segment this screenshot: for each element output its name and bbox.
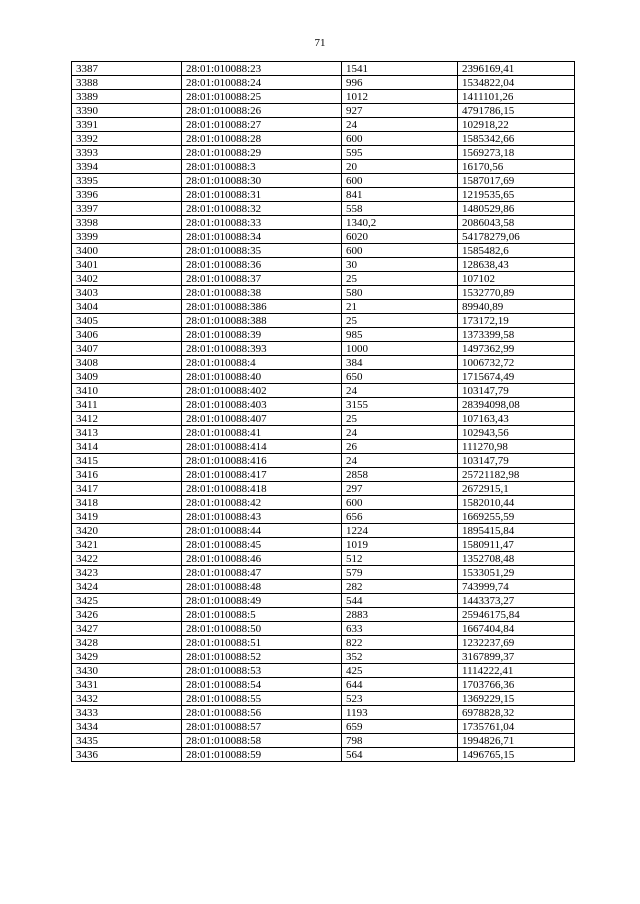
- row-number-cell: 3388: [72, 76, 182, 90]
- value-cell: 1994826,71: [458, 734, 575, 748]
- area-cell: 425: [342, 664, 458, 678]
- cadastral-number-cell: 28:01:010088:25: [182, 90, 342, 104]
- area-cell: 1193: [342, 706, 458, 720]
- table-row: [72, 216, 575, 230]
- area-cell: 644: [342, 678, 458, 692]
- cadastral-number-cell: 28:01:010088:51: [182, 636, 342, 650]
- cadastral-number-cell: 28:01:010088:47: [182, 566, 342, 580]
- table-row: [72, 468, 575, 482]
- cadastral-number-cell: 28:01:010088:43: [182, 510, 342, 524]
- value-cell: 1373399,58: [458, 328, 575, 342]
- cadastral-number-cell: 28:01:010088:54: [182, 678, 342, 692]
- table-row: [72, 188, 575, 202]
- area-cell: 600: [342, 132, 458, 146]
- row-number-cell: 3397: [72, 202, 182, 216]
- area-cell: 1019: [342, 538, 458, 552]
- table-row: [72, 160, 575, 174]
- area-cell: 6020: [342, 230, 458, 244]
- table-row: [72, 202, 575, 216]
- cadastral-number-cell: 28:01:010088:41: [182, 426, 342, 440]
- cadastral-number-cell: 28:01:010088:4: [182, 356, 342, 370]
- cadastral-number-cell: 28:01:010088:55: [182, 692, 342, 706]
- area-cell: 579: [342, 566, 458, 580]
- area-cell: 659: [342, 720, 458, 734]
- value-cell: 173172,19: [458, 314, 575, 328]
- cadastral-number-cell: 28:01:010088:36: [182, 258, 342, 272]
- cadastral-number-cell: 28:01:010088:46: [182, 552, 342, 566]
- value-cell: 1114222,41: [458, 664, 575, 678]
- row-number-cell: 3416: [72, 468, 182, 482]
- row-number-cell: 3434: [72, 720, 182, 734]
- cadastral-number-cell: 28:01:010088:38: [182, 286, 342, 300]
- value-cell: 89940,89: [458, 300, 575, 314]
- value-cell: 25946175,84: [458, 608, 575, 622]
- table-row: [72, 510, 575, 524]
- area-cell: 25: [342, 272, 458, 286]
- row-number-cell: 3398: [72, 216, 182, 230]
- table-row: [72, 748, 575, 762]
- row-number-cell: 3407: [72, 342, 182, 356]
- cadastral-number-cell: 28:01:010088:56: [182, 706, 342, 720]
- cadastral-number-cell: 28:01:010088:407: [182, 412, 342, 426]
- value-cell: 1585342,66: [458, 132, 575, 146]
- row-number-cell: 3391: [72, 118, 182, 132]
- area-cell: 297: [342, 482, 458, 496]
- table-row: [72, 538, 575, 552]
- area-cell: 600: [342, 174, 458, 188]
- area-cell: 595: [342, 146, 458, 160]
- area-cell: 25: [342, 314, 458, 328]
- cadastral-number-cell: 28:01:010088:53: [182, 664, 342, 678]
- area-cell: 1224: [342, 524, 458, 538]
- value-cell: 25721182,98: [458, 468, 575, 482]
- cadastral-number-cell: 28:01:010088:57: [182, 720, 342, 734]
- row-number-cell: 3423: [72, 566, 182, 580]
- row-number-cell: 3404: [72, 300, 182, 314]
- cadastral-number-cell: 28:01:010088:37: [182, 272, 342, 286]
- area-cell: 2883: [342, 608, 458, 622]
- row-number-cell: 3393: [72, 146, 182, 160]
- value-cell: 107102: [458, 272, 575, 286]
- value-cell: 28394098,08: [458, 398, 575, 412]
- area-cell: 24: [342, 118, 458, 132]
- row-number-cell: 3394: [72, 160, 182, 174]
- row-number-cell: 3389: [72, 90, 182, 104]
- area-cell: 633: [342, 622, 458, 636]
- area-cell: 1541: [342, 62, 458, 76]
- row-number-cell: 3419: [72, 510, 182, 524]
- cadastral-number-cell: 28:01:010088:27: [182, 118, 342, 132]
- value-cell: 1480529,86: [458, 202, 575, 216]
- table-row: [72, 384, 575, 398]
- value-cell: 1715674,49: [458, 370, 575, 384]
- cadastral-number-cell: 28:01:010088:5: [182, 608, 342, 622]
- area-cell: 656: [342, 510, 458, 524]
- area-cell: 558: [342, 202, 458, 216]
- value-cell: 1582010,44: [458, 496, 575, 510]
- row-number-cell: 3424: [72, 580, 182, 594]
- table-body: [72, 62, 575, 762]
- row-number-cell: 3428: [72, 636, 182, 650]
- area-cell: 21: [342, 300, 458, 314]
- value-cell: 2672915,1: [458, 482, 575, 496]
- cadastral-table: [71, 61, 575, 762]
- table-row: [72, 552, 575, 566]
- value-cell: 1703766,36: [458, 678, 575, 692]
- value-cell: 1352708,48: [458, 552, 575, 566]
- table-row: [72, 62, 575, 76]
- area-cell: 798: [342, 734, 458, 748]
- table-row: [72, 104, 575, 118]
- cadastral-number-cell: 28:01:010088:33: [182, 216, 342, 230]
- row-number-cell: 3426: [72, 608, 182, 622]
- row-number-cell: 3406: [72, 328, 182, 342]
- table-row: [72, 622, 575, 636]
- cadastral-number-cell: 28:01:010088:44: [182, 524, 342, 538]
- value-cell: 1219535,65: [458, 188, 575, 202]
- area-cell: 580: [342, 286, 458, 300]
- row-number-cell: 3429: [72, 650, 182, 664]
- table-row: [72, 174, 575, 188]
- table-row: [72, 328, 575, 342]
- value-cell: 1443373,27: [458, 594, 575, 608]
- row-number-cell: 3402: [72, 272, 182, 286]
- value-cell: 6978828,32: [458, 706, 575, 720]
- table-row: [72, 580, 575, 594]
- value-cell: 16170,56: [458, 160, 575, 174]
- row-number-cell: 3420: [72, 524, 182, 538]
- table-row: [72, 482, 575, 496]
- cadastral-number-cell: 28:01:010088:29: [182, 146, 342, 160]
- table-row: [72, 566, 575, 580]
- table-row: [72, 146, 575, 160]
- table-row: [72, 342, 575, 356]
- row-number-cell: 3387: [72, 62, 182, 76]
- cadastral-number-cell: 28:01:010088:34: [182, 230, 342, 244]
- row-number-cell: 3430: [72, 664, 182, 678]
- table-row: [72, 230, 575, 244]
- cadastral-number-cell: 28:01:010088:58: [182, 734, 342, 748]
- cadastral-number-cell: 28:01:010088:388: [182, 314, 342, 328]
- row-number-cell: 3399: [72, 230, 182, 244]
- value-cell: 1497362,99: [458, 342, 575, 356]
- value-cell: 3167899,37: [458, 650, 575, 664]
- row-number-cell: 3427: [72, 622, 182, 636]
- cadastral-number-cell: 28:01:010088:49: [182, 594, 342, 608]
- value-cell: 103147,79: [458, 384, 575, 398]
- table-row: [72, 356, 575, 370]
- row-number-cell: 3421: [72, 538, 182, 552]
- value-cell: 1735761,04: [458, 720, 575, 734]
- table-row: [72, 454, 575, 468]
- row-number-cell: 3412: [72, 412, 182, 426]
- cadastral-number-cell: 28:01:010088:52: [182, 650, 342, 664]
- table-row: [72, 650, 575, 664]
- value-cell: 1587017,69: [458, 174, 575, 188]
- cadastral-number-cell: 28:01:010088:48: [182, 580, 342, 594]
- cadastral-number-cell: 28:01:010088:45: [182, 538, 342, 552]
- area-cell: 600: [342, 496, 458, 510]
- area-cell: 822: [342, 636, 458, 650]
- area-cell: 1340,2: [342, 216, 458, 230]
- value-cell: 1667404,84: [458, 622, 575, 636]
- table-row: [72, 636, 575, 650]
- value-cell: 1232237,69: [458, 636, 575, 650]
- cadastral-number-cell: 28:01:010088:23: [182, 62, 342, 76]
- row-number-cell: 3422: [72, 552, 182, 566]
- area-cell: 523: [342, 692, 458, 706]
- row-number-cell: 3433: [72, 706, 182, 720]
- area-cell: 3155: [342, 398, 458, 412]
- cadastral-number-cell: 28:01:010088:42: [182, 496, 342, 510]
- row-number-cell: 3431: [72, 678, 182, 692]
- table-row: [72, 440, 575, 454]
- row-number-cell: 3409: [72, 370, 182, 384]
- cadastral-number-cell: 28:01:010088:414: [182, 440, 342, 454]
- value-cell: 1585482,6: [458, 244, 575, 258]
- table-row: [72, 720, 575, 734]
- area-cell: 512: [342, 552, 458, 566]
- value-cell: 2396169,41: [458, 62, 575, 76]
- area-cell: 282: [342, 580, 458, 594]
- cadastral-number-cell: 28:01:010088:403: [182, 398, 342, 412]
- value-cell: 1411101,26: [458, 90, 575, 104]
- value-cell: 1569273,18: [458, 146, 575, 160]
- table-row: [72, 398, 575, 412]
- area-cell: 24: [342, 426, 458, 440]
- cadastral-number-cell: 28:01:010088:417: [182, 468, 342, 482]
- row-number-cell: 3417: [72, 482, 182, 496]
- table-row: [72, 426, 575, 440]
- table-row: [72, 706, 575, 720]
- value-cell: 1669255,59: [458, 510, 575, 524]
- area-cell: 25: [342, 412, 458, 426]
- cadastral-number-cell: 28:01:010088:402: [182, 384, 342, 398]
- value-cell: 107163,43: [458, 412, 575, 426]
- row-number-cell: 3436: [72, 748, 182, 762]
- cadastral-number-cell: 28:01:010088:31: [182, 188, 342, 202]
- row-number-cell: 3435: [72, 734, 182, 748]
- table-row: [72, 314, 575, 328]
- row-number-cell: 3396: [72, 188, 182, 202]
- cadastral-number-cell: 28:01:010088:3: [182, 160, 342, 174]
- value-cell: 1532770,89: [458, 286, 575, 300]
- value-cell: 2086043,58: [458, 216, 575, 230]
- value-cell: 1580911,47: [458, 538, 575, 552]
- table-row: [72, 244, 575, 258]
- area-cell: 927: [342, 104, 458, 118]
- area-cell: 24: [342, 384, 458, 398]
- area-cell: 985: [342, 328, 458, 342]
- area-cell: 600: [342, 244, 458, 258]
- area-cell: 544: [342, 594, 458, 608]
- area-cell: 20: [342, 160, 458, 174]
- row-number-cell: 3400: [72, 244, 182, 258]
- table-row: [72, 692, 575, 706]
- table-row: [72, 286, 575, 300]
- table-row: [72, 76, 575, 90]
- row-number-cell: 3392: [72, 132, 182, 146]
- table-row: [72, 496, 575, 510]
- area-cell: 30: [342, 258, 458, 272]
- table-row: [72, 524, 575, 538]
- value-cell: 102918,22: [458, 118, 575, 132]
- cadastral-number-cell: 28:01:010088:40: [182, 370, 342, 384]
- value-cell: 1006732,72: [458, 356, 575, 370]
- cadastral-number-cell: 28:01:010088:393: [182, 342, 342, 356]
- table-row: [72, 90, 575, 104]
- cadastral-number-cell: 28:01:010088:418: [182, 482, 342, 496]
- table-row: [72, 734, 575, 748]
- area-cell: 650: [342, 370, 458, 384]
- area-cell: 2858: [342, 468, 458, 482]
- table-row: [72, 118, 575, 132]
- area-cell: 996: [342, 76, 458, 90]
- table-row: [72, 300, 575, 314]
- value-cell: 1895415,84: [458, 524, 575, 538]
- cadastral-number-cell: 28:01:010088:416: [182, 454, 342, 468]
- row-number-cell: 3405: [72, 314, 182, 328]
- row-number-cell: 3413: [72, 426, 182, 440]
- table-row: [72, 664, 575, 678]
- cadastral-number-cell: 28:01:010088:26: [182, 104, 342, 118]
- area-cell: 1000: [342, 342, 458, 356]
- value-cell: 1369229,15: [458, 692, 575, 706]
- value-cell: 54178279,06: [458, 230, 575, 244]
- value-cell: 102943,56: [458, 426, 575, 440]
- value-cell: 4791786,15: [458, 104, 575, 118]
- table-row: [72, 594, 575, 608]
- area-cell: 384: [342, 356, 458, 370]
- value-cell: 1534822,04: [458, 76, 575, 90]
- table-row: [72, 608, 575, 622]
- row-number-cell: 3401: [72, 258, 182, 272]
- value-cell: 1533051,29: [458, 566, 575, 580]
- table-row: [72, 258, 575, 272]
- cadastral-number-cell: 28:01:010088:35: [182, 244, 342, 258]
- cadastral-number-cell: 28:01:010088:24: [182, 76, 342, 90]
- table-row: [72, 370, 575, 384]
- row-number-cell: 3414: [72, 440, 182, 454]
- row-number-cell: 3395: [72, 174, 182, 188]
- cadastral-number-cell: 28:01:010088:32: [182, 202, 342, 216]
- area-cell: 352: [342, 650, 458, 664]
- area-cell: 841: [342, 188, 458, 202]
- cadastral-number-cell: 28:01:010088:30: [182, 174, 342, 188]
- row-number-cell: 3415: [72, 454, 182, 468]
- value-cell: 103147,79: [458, 454, 575, 468]
- value-cell: 1496765,15: [458, 748, 575, 762]
- cadastral-number-cell: 28:01:010088:386: [182, 300, 342, 314]
- row-number-cell: 3403: [72, 286, 182, 300]
- area-cell: 26: [342, 440, 458, 454]
- row-number-cell: 3432: [72, 692, 182, 706]
- row-number-cell: 3410: [72, 384, 182, 398]
- row-number-cell: 3390: [72, 104, 182, 118]
- page-number: 71: [314, 37, 326, 49]
- cadastral-number-cell: 28:01:010088:50: [182, 622, 342, 636]
- row-number-cell: 3418: [72, 496, 182, 510]
- area-cell: 1012: [342, 90, 458, 104]
- row-number-cell: 3408: [72, 356, 182, 370]
- cadastral-number-cell: 28:01:010088:28: [182, 132, 342, 146]
- table-row: [72, 272, 575, 286]
- table-row: [72, 132, 575, 146]
- cadastral-number-cell: 28:01:010088:59: [182, 748, 342, 762]
- value-cell: 111270,98: [458, 440, 575, 454]
- row-number-cell: 3411: [72, 398, 182, 412]
- table-row: [72, 412, 575, 426]
- value-cell: 128638,43: [458, 258, 575, 272]
- cadastral-number-cell: 28:01:010088:39: [182, 328, 342, 342]
- area-cell: 564: [342, 748, 458, 762]
- area-cell: 24: [342, 454, 458, 468]
- value-cell: 743999,74: [458, 580, 575, 594]
- table-row: [72, 678, 575, 692]
- row-number-cell: 3425: [72, 594, 182, 608]
